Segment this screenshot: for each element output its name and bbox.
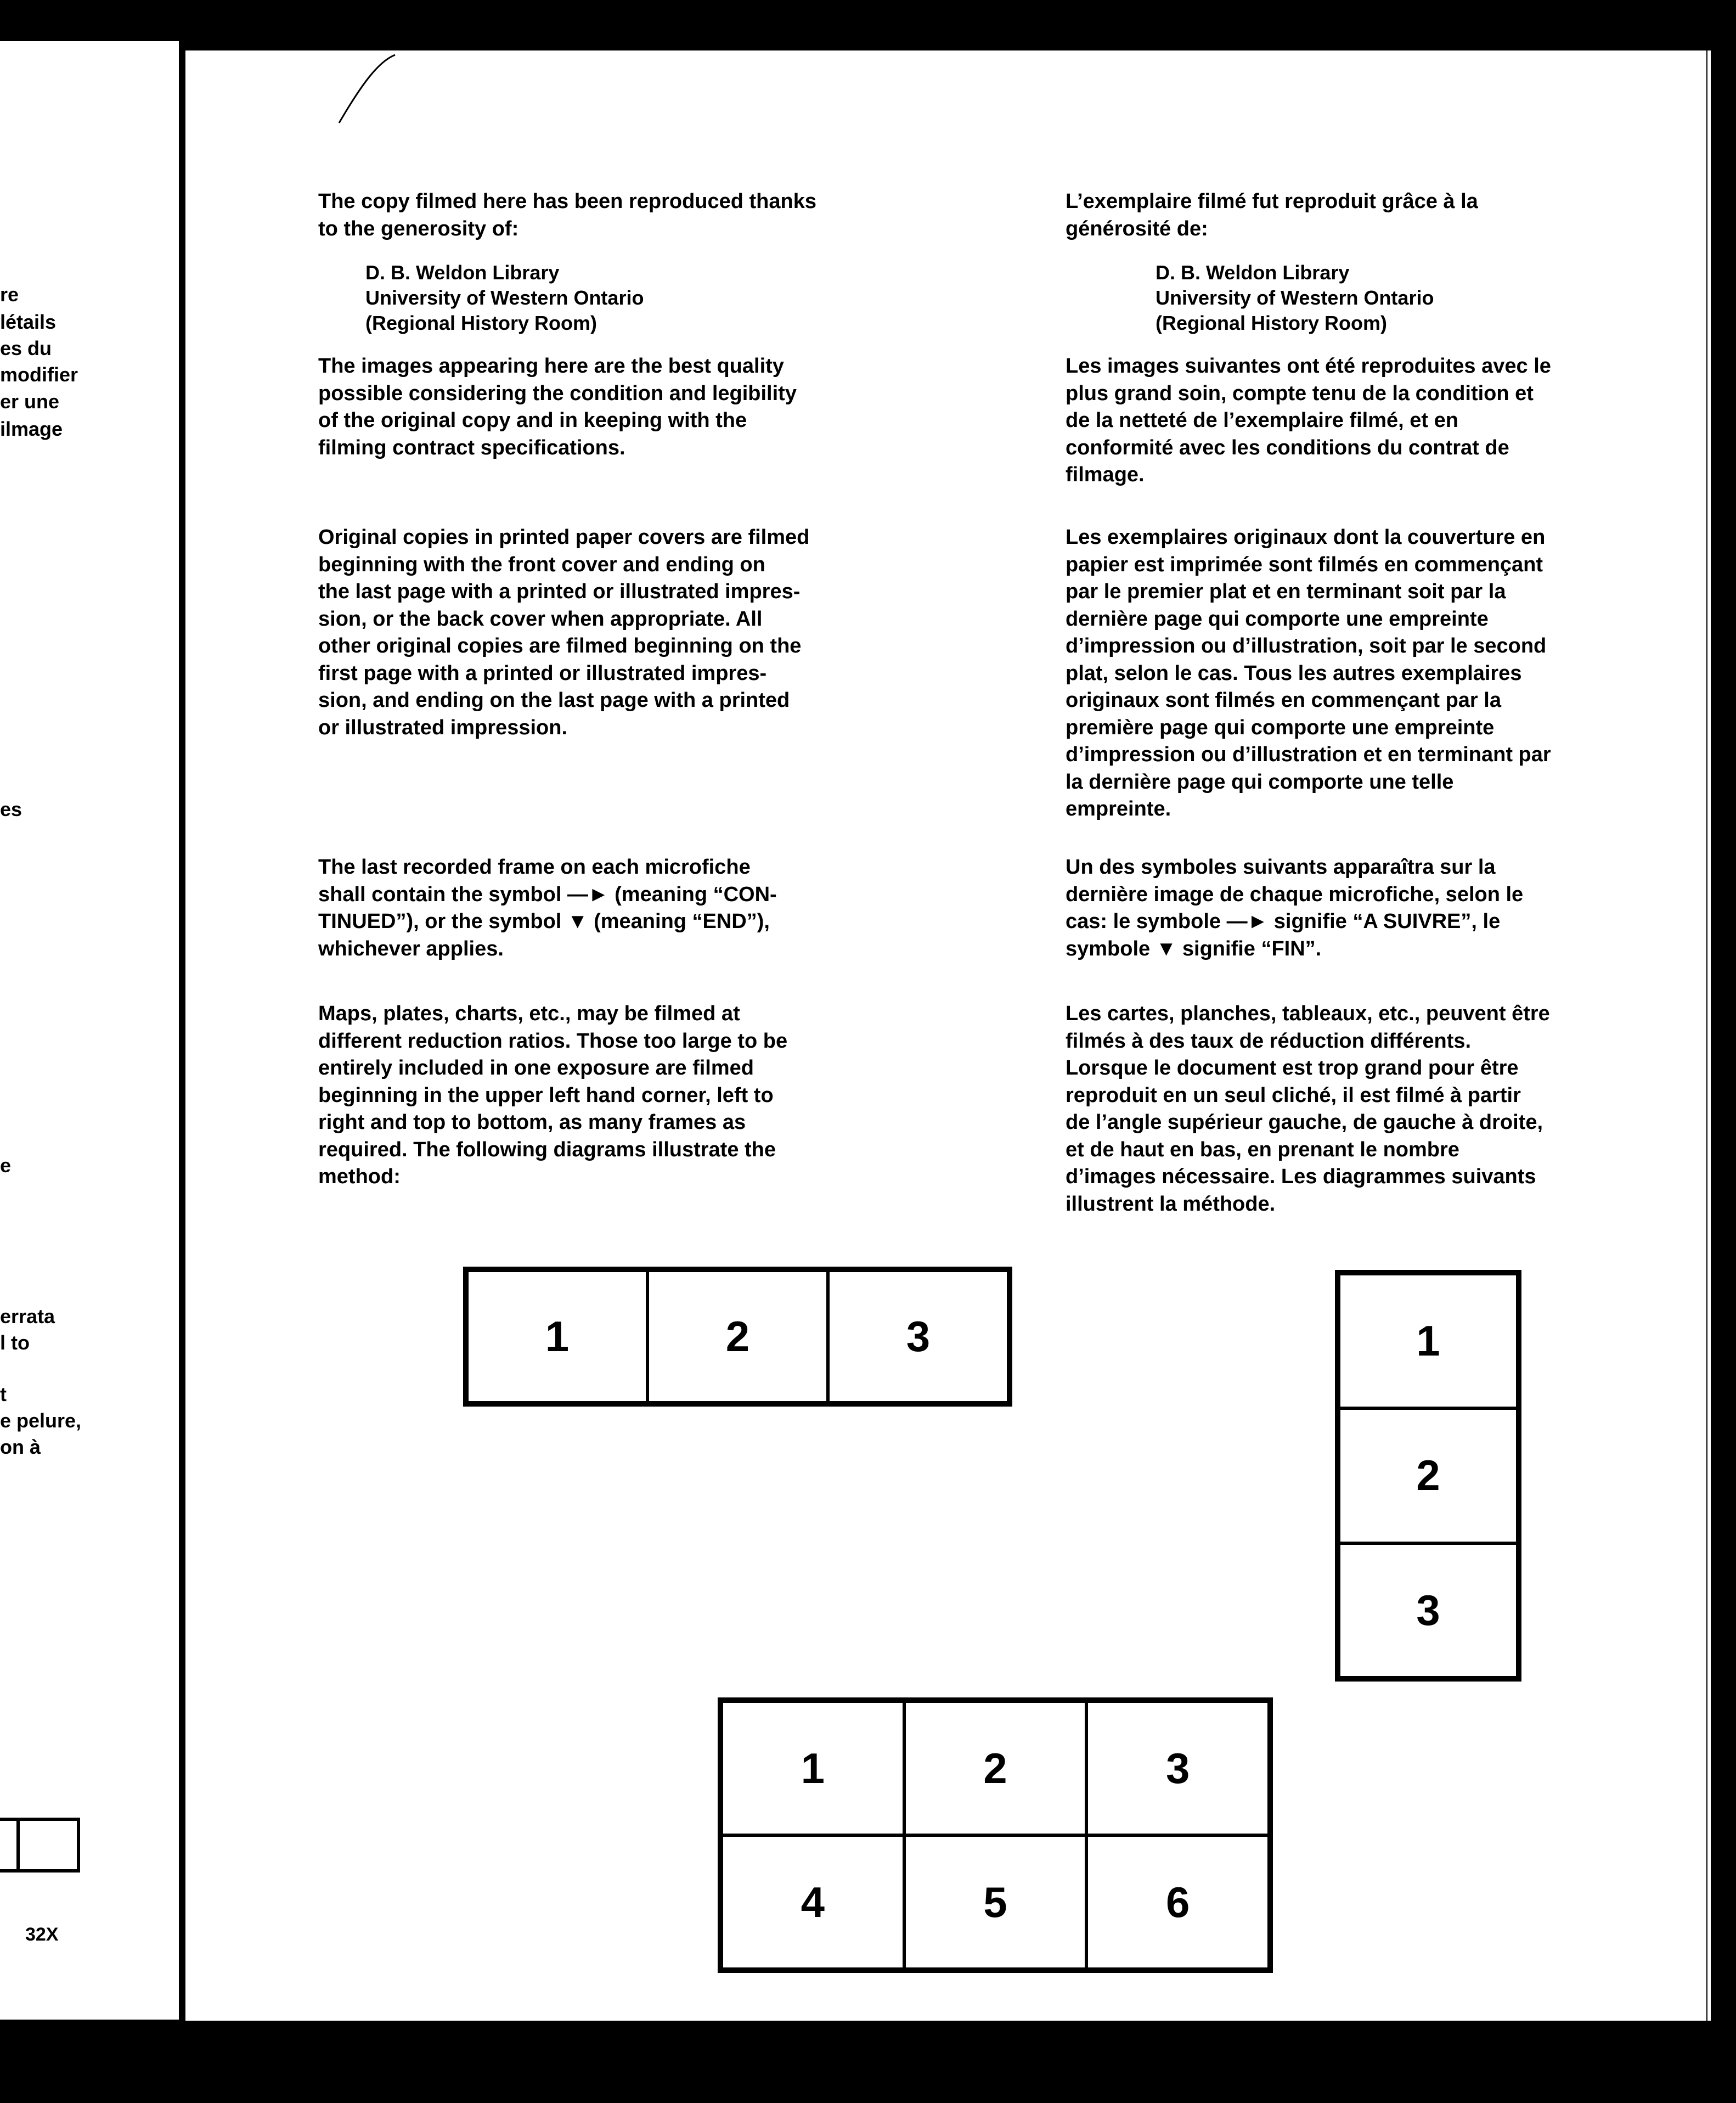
english-intro-line: The copy filmed here has been reproduced thanks [318,190,817,213]
paragraph-line: d’impression ou d’illustration, soit par le second [1066,634,1547,657]
mini-target-box [0,1818,80,1873]
frame-cell: 1 [467,1270,647,1403]
paragraph-line: plat, selon le cas. Tous les autres exemplaires [1066,661,1522,685]
left-fragment: modifier [0,363,78,386]
left-fragment: re [0,283,19,306]
left-fragment: ilmage [0,418,63,440]
paragraph-line: d’images nécessaire. Les diagrammes suivants [1066,1165,1536,1188]
frame-cell: 1 [1339,1274,1518,1408]
paragraph-line: beginning with the front cover and ending on [318,553,765,576]
paragraph-line: la dernière page qui comporte une telle [1066,770,1454,794]
pen-stroke-mark [335,50,401,127]
paragraph-line: illustrent la méthode. [1066,1192,1276,1216]
paragraph-line: Les images suivantes ont été reproduites avec le [1066,355,1551,378]
left-fragment: es du [0,337,52,359]
left-fragment: l to [0,1331,30,1354]
left-fragment: t [0,1383,7,1405]
institution-line: D. B. Weldon Library [365,261,560,284]
french-intro-line: L’exemplaire filmé fut reproduit grâce à la [1066,190,1478,213]
institution-line: University of Western Ontario [1156,286,1434,309]
paragraph-line: Les exemplaires originaux dont la couverture en [1066,526,1546,549]
frame-cell: 4 [722,1835,904,1969]
left-fragment: e pelure, [0,1409,82,1432]
french-intro [1066,188,1478,243]
paragraph-line: filming contract specifications. [318,436,625,459]
frame-cell: 3 [1086,1701,1269,1835]
left-fragment-32x: 32X [25,1924,59,1945]
paragraph-line: TINUED”), or the symbol ▼ (meaning “END”), [318,910,770,933]
paragraph-line: beginning in the upper left hand corner, left to [318,1083,774,1107]
english-intro [318,188,816,243]
paragraph-line: dernière image de chaque microfiche, selon le [1066,882,1524,906]
paragraph-line: Maps, plates, charts, etc., may be filmed at [318,1002,740,1025]
paragraph-line: possible considering the condition and legibility [318,381,797,405]
paragraph-line: et de haut en bas, en prenant le nombre [1066,1138,1459,1161]
paragraph-line: method: [318,1165,401,1188]
english-paragraph-maps [318,1000,787,1191]
left-fragment: létails [0,311,57,333]
english-paragraph-quality [318,353,797,462]
paragraph-line: filmés à des taux de réduction différents. [1066,1029,1472,1053]
paragraph-line: plus grand soin, compte tenu de la condition et [1066,381,1534,405]
institution-line: (Regional History Room) [1156,312,1388,334]
paragraph-line: The last recorded frame on each microfiche [318,856,751,879]
paragraph-line: Les cartes, planches, tableaux, etc., peuvent être [1066,1002,1550,1025]
diagram-grid-frames [718,1697,1273,1973]
frame-cell: 2 [904,1701,1087,1835]
paragraph-line: première page qui comporte une empreinte [1066,716,1495,739]
english-paragraph-original-copies [318,524,809,741]
french-intro-line: générosité de: [1066,217,1208,240]
frame-cell: 3 [1339,1543,1518,1678]
left-fragment: es [0,798,22,820]
paragraph-line: conformité avec les conditions du contrat de [1066,436,1509,459]
right-edge-highlight [1707,50,1711,2021]
english-paragraph-symbols [318,854,777,963]
paragraph-line: The images appearing here are the best quality [318,355,784,378]
left-page-fragment [0,41,179,2020]
frame-cell: 5 [904,1835,1087,1969]
paragraph-line: required. The following diagrams illustrate the [318,1138,776,1161]
paragraph-line: whichever applies. [318,937,504,960]
paragraph-line: Lorsque le document est trop grand pour être [1066,1056,1519,1079]
paragraph-line: different reduction ratios. Those too large to be [318,1029,788,1053]
paragraph-line: first page with a printed or illustrated impres- [318,661,767,685]
paragraph-line: Un des symboles suivants apparaîtra sur la [1066,856,1496,879]
left-fragment: er une [0,390,60,413]
paragraph-line: right and top to bottom, as many frames as [318,1111,746,1134]
french-institution [1156,260,1434,336]
paragraph-line: Original copies in printed paper covers are filmed [318,526,810,549]
english-intro-line: to the generosity of: [318,217,519,240]
paragraph-line: other original copies are filmed beginning on the [318,634,802,657]
paragraph-line: entirely included in one exposure are filmed [318,1056,754,1079]
paragraph-line: symbole ▼ signifie “FIN”. [1066,937,1322,960]
english-institution [365,260,644,336]
paragraph-line: de la netteté de l’exemplaire filmé, et en [1066,409,1458,432]
left-fragment: on à [0,1436,41,1458]
paragraph-line: filmage. [1066,463,1145,486]
paragraph-line: par le premier plat et en terminant soit par la [1066,580,1506,603]
paragraph-line: sion, and ending on the last page with a printed [318,689,790,712]
paragraph-line: of the original copy and in keeping with the [318,409,747,432]
paragraph-line: shall contain the symbol —► (meaning “CON- [318,882,777,906]
paragraph-line: empreinte. [1066,797,1171,820]
left-fragment: e [0,1154,12,1177]
frame-cell: 6 [1086,1835,1269,1969]
paragraph-line: originaux sont filmés en commençant par la [1066,689,1501,712]
left-fragment: errata [0,1305,55,1328]
paragraph-line: cas: le symbole —► signifie “A SUIVRE”, le [1066,910,1501,933]
paragraph-line: the last page with a printed or illustrated impres- [318,580,801,603]
institution-line: University of Western Ontario [365,286,644,309]
diagram-vertical-frames [1335,1270,1521,1682]
diagram-horizontal-frames [463,1267,1012,1407]
frame-cell: 3 [828,1270,1008,1403]
frame-cell: 2 [1339,1408,1518,1543]
french-paragraph-symbols [1066,854,1523,963]
frame-cell: 1 [722,1701,904,1835]
paragraph-line: reproduit en un seul cliché, il est filmé à partir [1066,1083,1521,1107]
institution-line: D. B. Weldon Library [1156,261,1350,284]
paragraph-line: sion, or the back cover when appropriate. All [318,607,763,631]
paragraph-line: or illustrated impression. [318,716,567,739]
paragraph-line: dernière page qui comporte une empreinte [1066,607,1489,631]
mini-target-divider [16,1818,20,1873]
paragraph-line: papier est imprimée sont filmés en commençant [1066,553,1543,576]
paragraph-line: de l’angle supérieur gauche, de gauche à droite, [1066,1111,1543,1134]
paragraph-line: d’impression ou d’illustration et en terminant par [1066,743,1551,766]
french-paragraph-original-copies [1066,524,1551,823]
frame-cell: 2 [647,1270,828,1403]
institution-line: (Regional History Room) [365,312,598,334]
french-paragraph-maps [1066,1000,1550,1218]
french-paragraph-quality [1066,353,1551,489]
